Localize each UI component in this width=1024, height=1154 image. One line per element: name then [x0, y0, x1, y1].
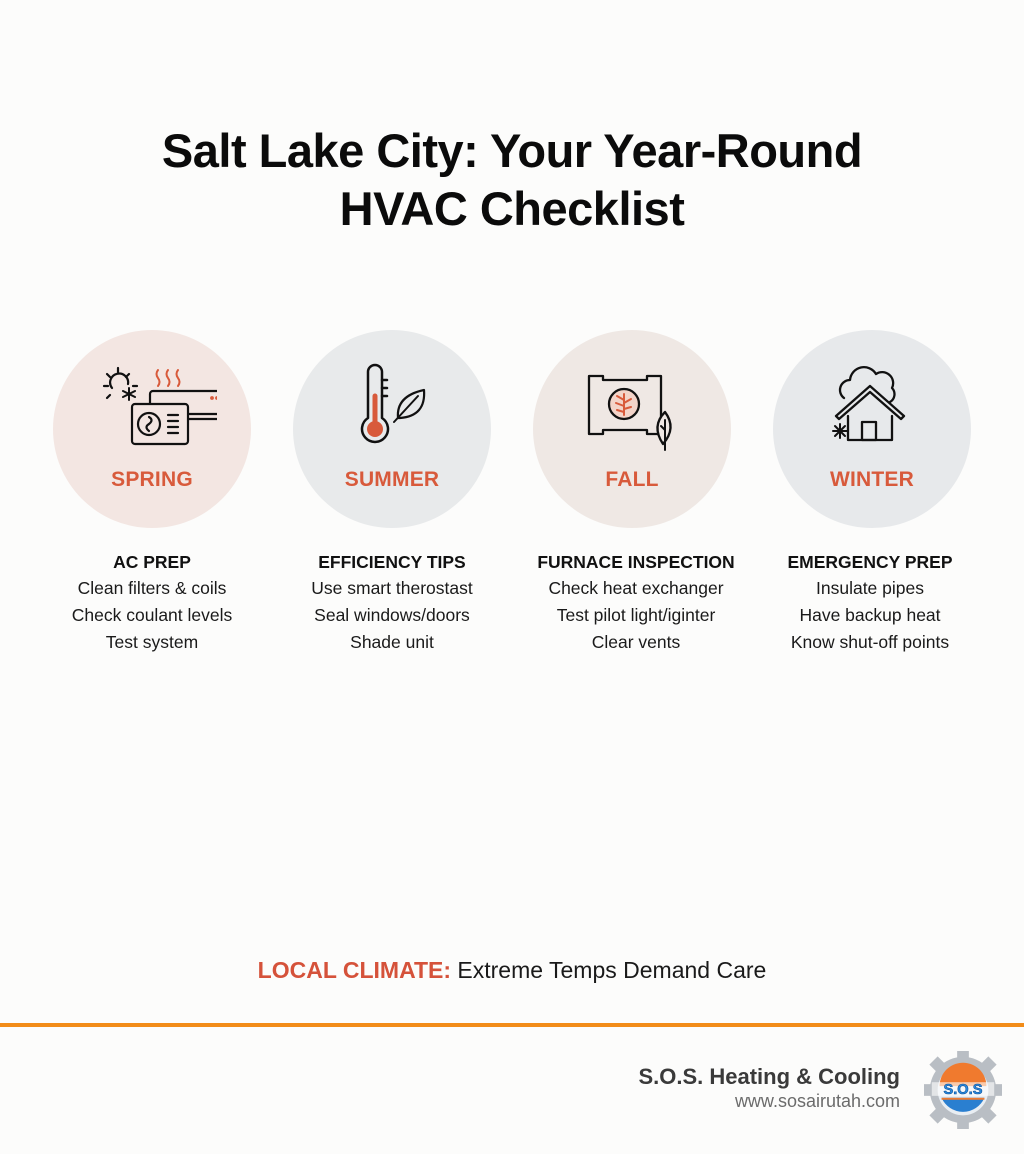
- task-list-summer: [272, 550, 512, 656]
- svg-text:S.O.S: S.O.S: [943, 1081, 983, 1098]
- season-label-winter: WINTER: [829, 468, 915, 491]
- task-heading: AC PREP: [113, 552, 191, 572]
- season-label-fall: FALL: [605, 468, 659, 491]
- local-climate-callout: [0, 956, 1024, 984]
- task-item: Use smart therostast: [311, 578, 473, 598]
- season-card-fall: [532, 330, 732, 528]
- task-list-winter: [750, 550, 990, 656]
- task-item: Clean filters & coils: [77, 578, 227, 598]
- task-item: Have backup heat: [799, 605, 941, 625]
- task-item: Check heat exchanger: [548, 578, 724, 598]
- task-heading: EFFICIENCY TIPS: [318, 552, 466, 572]
- company-name: S.O.S. Heating & Cooling: [638, 1064, 900, 1089]
- house-cloud-snow-icon: [822, 358, 922, 458]
- task-heading: EMERGENCY PREP: [787, 552, 953, 572]
- task-item: Shade unit: [350, 632, 434, 652]
- thermometer-leaf-icon: [342, 358, 442, 458]
- page-title: [0, 122, 1024, 238]
- sos-logo-icon: [924, 1050, 1002, 1130]
- season-card-winter: [772, 330, 972, 528]
- footer-divider: [0, 1023, 1024, 1027]
- task-list-fall: [516, 550, 756, 656]
- task-item: Test system: [105, 632, 199, 652]
- season-label-spring: SPRING: [111, 468, 193, 491]
- task-heading: FURNACE INSPECTION: [537, 552, 735, 572]
- task-item: Seal windows/doors: [314, 605, 470, 625]
- title-line-2: HVAC Checklist: [339, 182, 685, 235]
- season-label-summer: SUMMER: [344, 468, 440, 491]
- season-card-summer: [292, 330, 492, 528]
- task-item: Know shut-off points: [790, 632, 950, 652]
- climate-label: LOCAL CLIMATE:: [257, 957, 452, 983]
- title-line-1: Salt Lake City: Your Year-Round: [161, 124, 863, 177]
- furnace-leaf-icon: [585, 358, 685, 458]
- task-item: Clear vents: [591, 632, 681, 652]
- season-circle-fall: [533, 330, 731, 528]
- season-card-spring: [52, 330, 252, 528]
- company-url[interactable]: www.sosairutah.com: [734, 1091, 900, 1111]
- season-circle-spring: [53, 330, 251, 528]
- season-circle-summer: [293, 330, 491, 528]
- task-list-spring: [32, 550, 272, 656]
- task-item: Insulate pipes: [816, 578, 924, 598]
- season-circle-winter: [773, 330, 971, 528]
- brand-block: [638, 1064, 900, 1112]
- task-item: Check coulant levels: [71, 605, 233, 625]
- task-item: Test pilot light/iginter: [556, 605, 716, 625]
- air-conditioner-sun-snow-icon: [87, 360, 217, 460]
- climate-text: Extreme Temps Demand Care: [451, 957, 767, 983]
